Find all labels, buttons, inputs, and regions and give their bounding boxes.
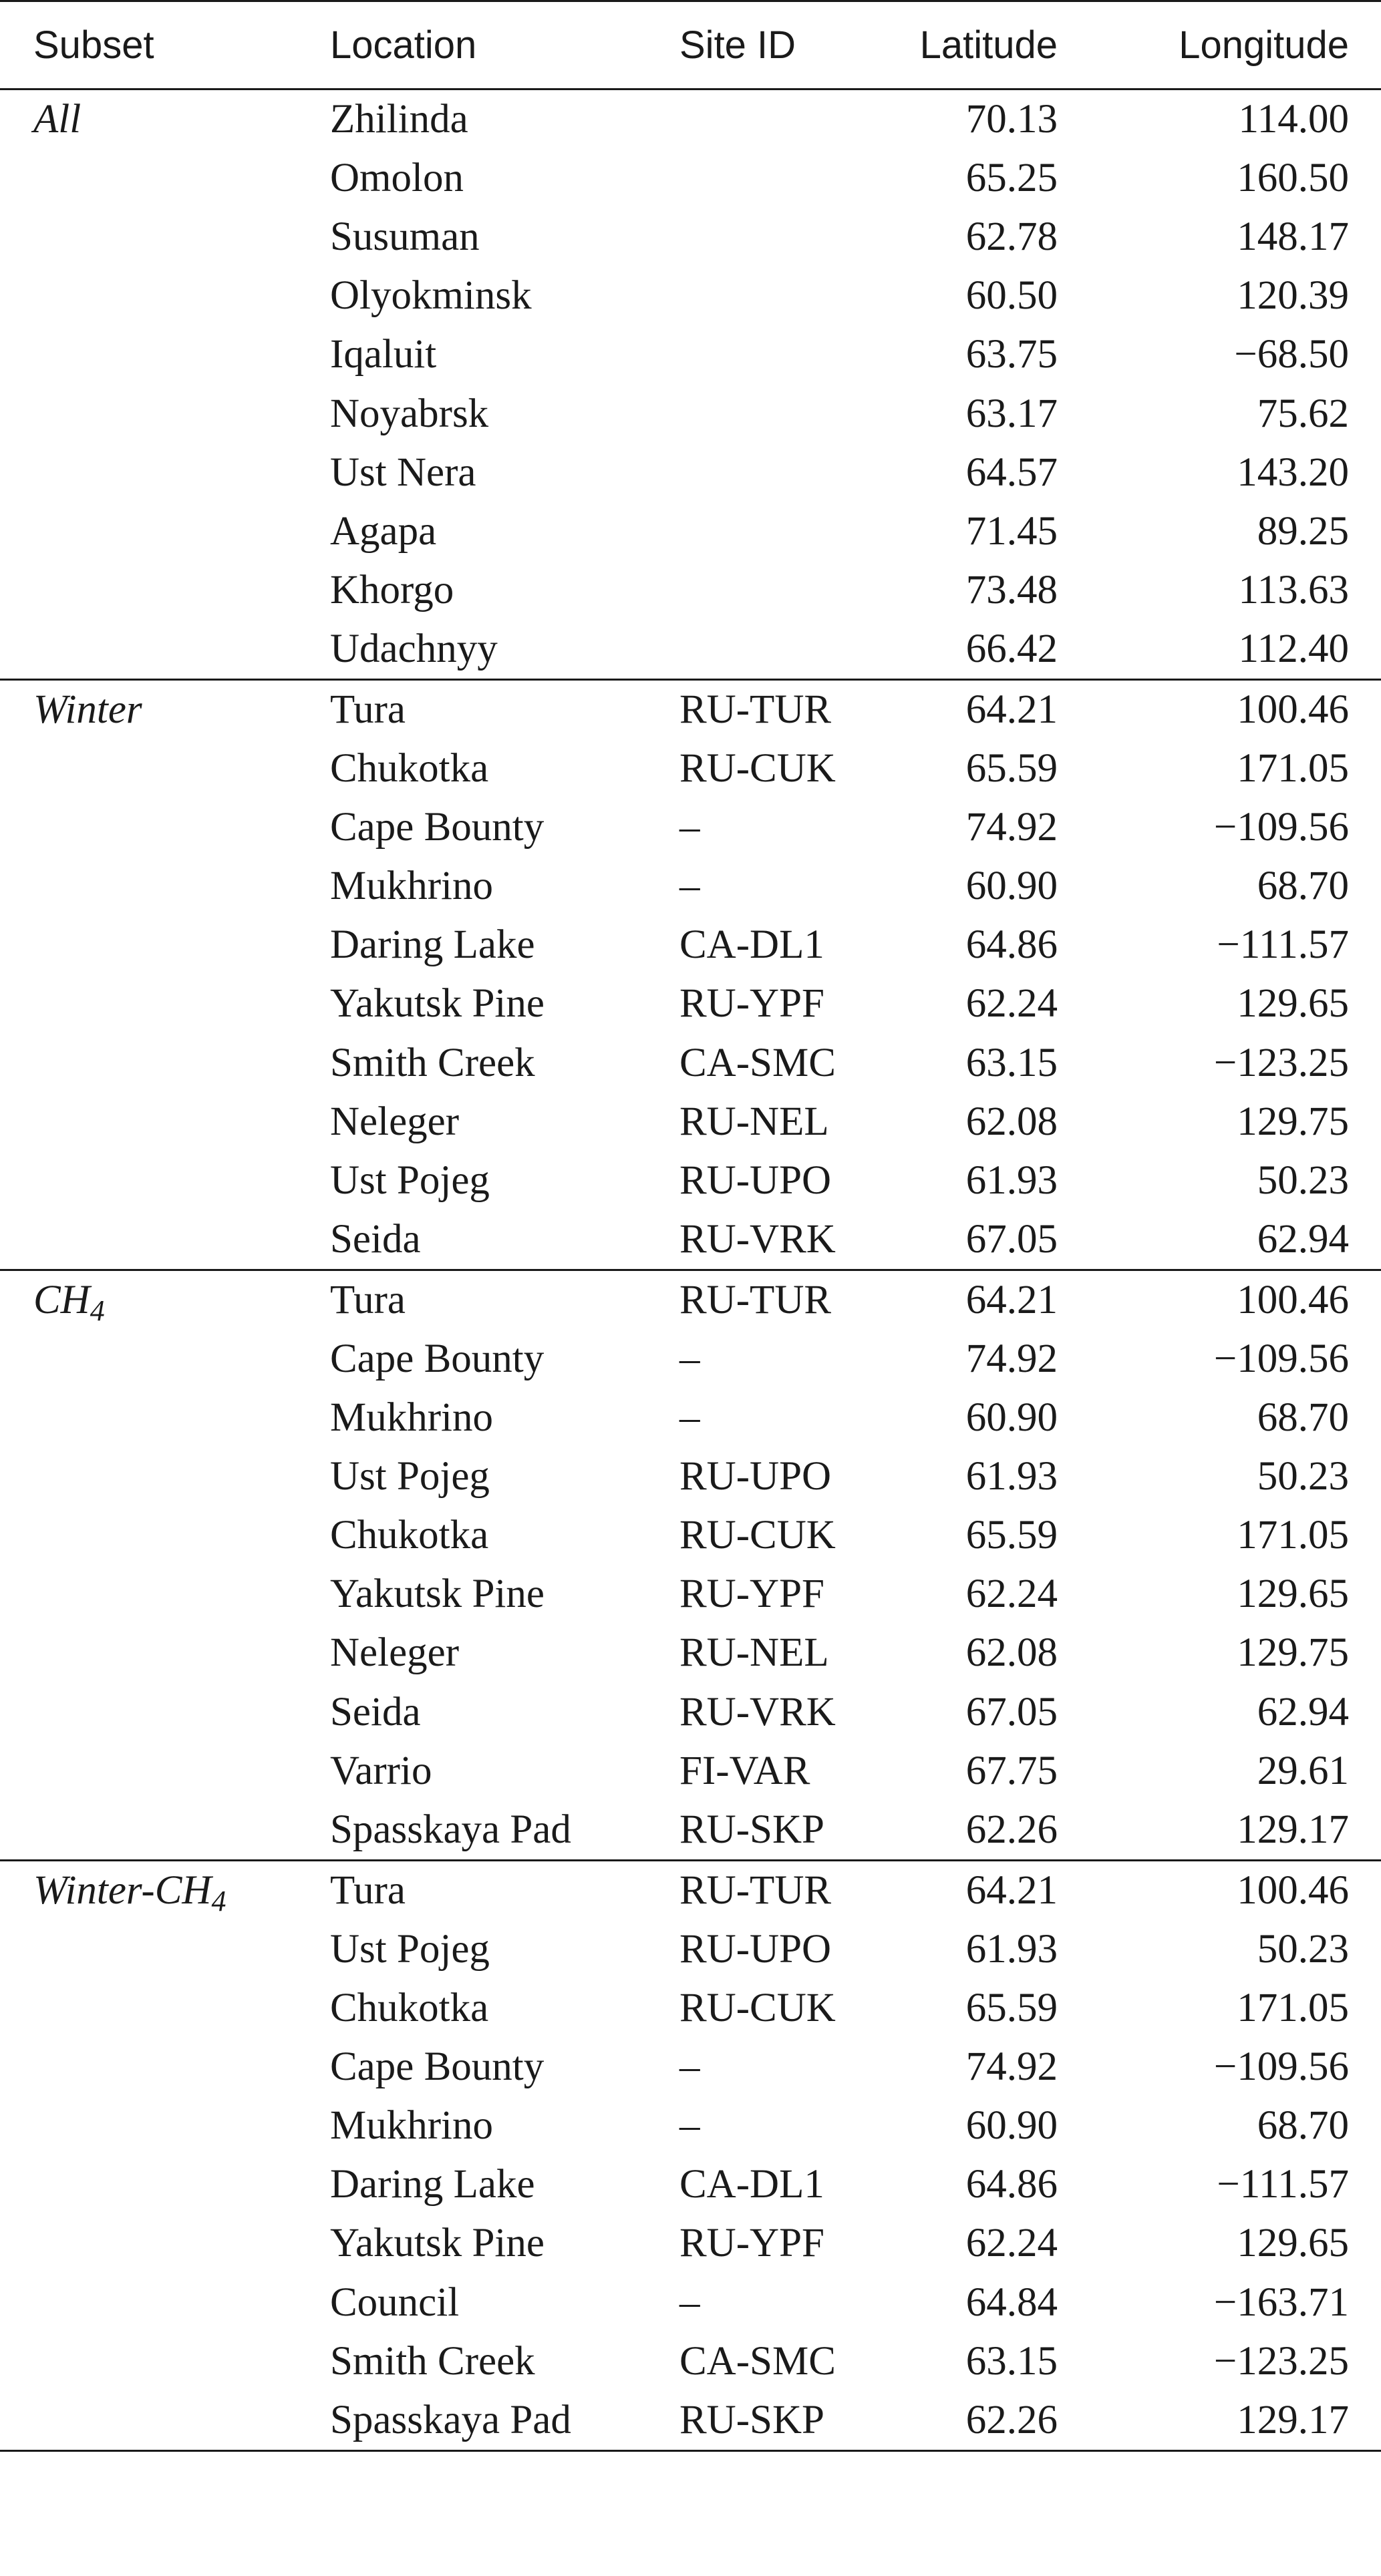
subset-subscript: 4 [90,1294,105,1327]
latitude-cell: 64.21 [965,687,1058,732]
header-location: Location [297,1,646,89]
longitude-cell: 129.75 [1237,1099,1349,1144]
longitude-cell: 50.23 [1257,1926,1349,1972]
subset-cell [0,1389,297,1447]
location-cell: Tura [330,687,406,732]
subset-cell [0,857,297,916]
subset-cell [0,1860,297,1920]
subset-cell [0,443,297,502]
table-row [0,916,1381,974]
latitude-cell: 67.75 [965,1748,1058,1793]
site-id-cell: – [679,805,700,850]
site-id-cell: – [679,1395,700,1441]
subset-cell [0,1683,297,1742]
table-row [0,2038,1381,2096]
subset-cell [0,679,297,739]
site-id-cell: RU-NEL [679,1099,829,1144]
location-cell: Noyabrsk [330,391,489,436]
subset-label: All [33,97,82,142]
site-id-cell: – [679,1336,700,1382]
location-cell: Cape Bounty [330,2044,545,2090]
location-cell: Susuman [330,214,480,260]
location-cell: Yakutsk Pine [330,1572,545,1617]
subset-cell [0,1447,297,1506]
site-id-cell: CA-DL1 [679,2162,824,2207]
site-id-cell: RU-TUR [679,1277,832,1322]
table-row [0,1860,1381,1920]
latitude-cell: 65.59 [965,1513,1058,1558]
subset-cell [0,739,297,798]
longitude-cell: 62.94 [1257,1689,1349,1734]
header-longitude: Longitude [1091,1,1381,89]
latitude-cell: 71.45 [965,508,1058,554]
site-id-cell: – [679,864,700,909]
latitude-cell: 64.84 [965,2279,1058,2325]
table-row [0,2214,1381,2273]
subset-cell [0,2332,297,2391]
subset-cell [0,1920,297,1979]
site-id-cell: RU-UPO [679,1157,832,1203]
site-id-cell: CA-DL1 [679,922,824,968]
table-row [0,1210,1381,1270]
site-id-cell [646,620,862,680]
site-id-cell [646,149,862,208]
table-row [0,2096,1381,2155]
location-cell: Yakutsk Pine [330,981,545,1027]
location-cell: Neleger [330,1630,460,1676]
site-id-cell [646,89,862,150]
site-id-cell: RU-YPF [679,1572,824,1617]
longitude-cell: 129.75 [1237,1630,1349,1676]
site-id-cell [646,266,862,325]
subset-cell [0,1624,297,1682]
latitude-cell: 62.24 [965,1572,1058,1617]
site-id-cell: RU-SKP [646,2391,862,2451]
latitude-cell: 65.59 [965,746,1058,791]
location-cell: Mukhrino [330,864,493,909]
site-id-cell: RU-CUK [679,746,836,791]
latitude-cell: 74.92 [965,805,1058,850]
longitude-cell: 68.70 [1257,864,1349,909]
subset-cell [0,1565,297,1624]
location-cell: Udachnyy [297,620,646,680]
latitude-cell: 63.75 [965,332,1058,377]
table-row [0,149,1381,208]
location-cell: Council [330,2279,460,2325]
table-row [0,2155,1381,2214]
location-cell: Smith Creek [330,1040,535,1085]
latitude-cell: 62.78 [965,214,1058,260]
latitude-cell: 74.92 [965,1336,1058,1382]
table-row [0,1389,1381,1447]
table-row [0,1624,1381,1682]
longitude-cell: −111.57 [1217,2162,1349,2207]
table-row [0,2391,1381,2451]
latitude-cell: 64.21 [965,1867,1058,1913]
site-id-cell: CA-SMC [679,1040,836,1085]
longitude-cell: 160.50 [1237,156,1349,201]
subset-cell [0,502,297,561]
location-cell: Khorgo [330,567,454,612]
longitude-cell: 100.46 [1237,687,1349,732]
location-cell: Varrio [330,1748,432,1793]
header-site-id: Site ID [646,1,862,89]
table-row [0,798,1381,857]
location-cell: Ust Pojeg [330,1926,490,1972]
latitude-cell: 62.26 [862,2391,1091,2451]
site-id-cell: RU-CUK [679,1986,836,2031]
latitude-cell: 65.59 [965,1986,1058,2031]
latitude-cell: 64.57 [965,449,1058,495]
latitude-cell: 62.08 [965,1630,1058,1676]
latitude-cell: 62.24 [965,2221,1058,2266]
subset-cell [0,1210,297,1270]
location-cell: Agapa [330,508,437,554]
subset-cell [0,1151,297,1210]
location-cell: Cape Bounty [330,805,545,850]
longitude-cell: 171.05 [1237,1513,1349,1558]
table-row [0,620,1381,680]
table-row [0,1801,1381,1861]
longitude-cell: −111.57 [1217,922,1349,968]
longitude-cell: 129.17 [1091,1801,1381,1861]
location-cell: Iqaluit [330,332,437,377]
site-id-cell [646,384,862,443]
latitude-cell: 64.21 [965,1277,1058,1322]
subset-cell [0,1742,297,1801]
table-row [0,1920,1381,1979]
longitude-cell: 129.17 [1091,2391,1381,2451]
longitude-cell: 89.25 [1257,508,1349,554]
location-cell: Daring Lake [330,2162,535,2207]
site-id-cell: – [679,2279,700,2325]
longitude-cell: 68.70 [1257,1395,1349,1441]
subset-label: CH [33,1277,90,1322]
table-row [0,266,1381,325]
subset-cell [0,266,297,325]
location-cell: Chukotka [330,1513,489,1558]
location-cell: Ust Pojeg [330,1157,490,1203]
subset-cell [0,916,297,974]
latitude-cell: 70.13 [965,97,1058,142]
latitude-cell: 74.92 [965,2044,1058,2090]
longitude-cell: 143.20 [1237,449,1349,495]
subset-cell [0,2096,297,2155]
site-id-cell: RU-VRK [646,1210,862,1270]
site-id-cell: RU-UPO [679,1454,832,1499]
location-cell: Ust Nera [330,449,476,495]
location-cell: Ust Pojeg [330,1454,490,1499]
longitude-cell: 50.23 [1257,1157,1349,1203]
site-id-cell: RU-NEL [679,1630,829,1676]
subset-cell [0,798,297,857]
table-row [0,1330,1381,1389]
longitude-cell: 114.00 [1238,97,1349,142]
table-row [0,1034,1381,1093]
longitude-cell: 100.46 [1237,1277,1349,1322]
latitude-cell: 60.90 [965,2103,1058,2149]
subset-cell [0,561,297,620]
subset-cell [0,208,297,266]
header-latitude: Latitude [862,1,1091,89]
longitude-cell: 62.94 [1091,1210,1381,1270]
table-row [0,208,1381,266]
latitude-cell: 64.86 [965,922,1058,968]
latitude-cell: 63.17 [965,391,1058,436]
longitude-cell: 171.05 [1237,746,1349,791]
longitude-cell: 68.70 [1257,2103,1349,2149]
location-cell: Spasskaya Pad [297,1801,646,1861]
location-cell: Omolon [330,156,464,201]
site-id-cell: RU-UPO [679,1926,832,1972]
table-row [0,1093,1381,1151]
site-id-cell: RU-SKP [646,1801,862,1861]
longitude-cell: 120.39 [1237,273,1349,319]
site-id-cell [646,208,862,266]
table-row [0,2273,1381,2332]
latitude-cell: 66.42 [862,620,1091,680]
table-row [0,1742,1381,1801]
table-row [0,1447,1381,1506]
latitude-cell: 61.93 [965,1926,1058,1972]
latitude-cell: 62.26 [862,1801,1091,1861]
subset-label: Winter [33,687,142,732]
location-cell: Yakutsk Pine [330,2221,545,2266]
latitude-cell: 61.93 [965,1454,1058,1499]
table-row [0,974,1381,1033]
subset-cell [0,2214,297,2273]
site-id-cell: RU-YPF [679,2221,824,2266]
longitude-cell: −163.71 [1213,2279,1349,2325]
location-cell: Smith Creek [330,2338,535,2384]
location-cell: Olyokminsk [330,273,532,319]
table-row [0,2332,1381,2391]
site-id-cell [646,502,862,561]
latitude-cell: 67.05 [965,1689,1058,1734]
subset-cell [0,2391,297,2451]
subset-cell [0,2273,297,2332]
table-row [0,325,1381,384]
subset-cell [0,2155,297,2214]
table-row [0,1270,1381,1330]
longitude-cell: 100.46 [1237,1867,1349,1913]
subset-cell [0,1801,297,1861]
longitude-cell: −109.56 [1213,2044,1349,2090]
latitude-cell: 73.48 [965,567,1058,612]
location-cell: Tura [330,1277,406,1322]
table-header [0,1,1381,89]
longitude-cell: 50.23 [1257,1454,1349,1499]
table-row [0,561,1381,620]
location-cell: Cape Bounty [330,1336,545,1382]
latitude-cell: 64.86 [965,2162,1058,2207]
table-row [0,739,1381,798]
header-subset: Subset [0,1,297,89]
longitude-cell: −123.25 [1213,1040,1349,1085]
subset-cell [0,1330,297,1389]
longitude-cell: −109.56 [1213,1336,1349,1382]
latitude-cell: 60.50 [965,273,1058,319]
location-cell: Mukhrino [330,1395,493,1441]
table-row [0,1151,1381,1210]
location-cell: Chukotka [330,1986,489,2031]
longitude-cell: −109.56 [1213,805,1349,850]
subset-cell [0,620,297,680]
latitude-cell: 62.08 [965,1099,1058,1144]
longitude-cell: 29.61 [1257,1748,1349,1793]
longitude-cell: −68.50 [1234,332,1349,377]
latitude-cell: 61.93 [965,1157,1058,1203]
site-id-cell: RU-TUR [679,687,832,732]
longitude-cell: 129.65 [1237,2221,1349,2266]
subset-cell [0,974,297,1033]
location-cell: Seida [330,1689,421,1734]
latitude-cell: 60.90 [965,1395,1058,1441]
site-id-cell: RU-VRK [679,1689,836,1734]
site-id-cell: RU-CUK [679,1513,836,1558]
location-cell: Seida [297,1210,646,1270]
longitude-cell: 129.65 [1237,1572,1349,1617]
longitude-cell: 148.17 [1237,214,1349,260]
latitude-cell: 62.24 [965,981,1058,1027]
subset-cell [0,89,297,150]
location-cell: Chukotka [330,746,489,791]
longitude-cell: 75.62 [1257,391,1349,436]
latitude-cell: 60.90 [965,864,1058,909]
subset-cell [0,1270,297,1330]
table-row [0,1506,1381,1565]
subset-cell [0,1979,297,2038]
site-id-cell [646,561,862,620]
table-row [0,89,1381,150]
subset-cell [0,1506,297,1565]
site-id-cell: – [679,2103,700,2149]
location-cell: Daring Lake [330,922,535,968]
location-cell: Zhilinda [330,97,468,142]
table-row [0,443,1381,502]
subset-cell [0,149,297,208]
location-cell: Neleger [330,1099,460,1144]
site-id-cell: FI-VAR [679,1748,810,1793]
site-id-cell: CA-SMC [679,2338,836,2384]
table-row [0,1683,1381,1742]
table-row [0,1979,1381,2038]
site-id-cell [646,443,862,502]
subset-cell [0,1093,297,1151]
longitude-cell: 113.63 [1238,567,1349,612]
table-row [0,1565,1381,1624]
table-row [0,679,1381,739]
site-id-cell: RU-TUR [679,1867,832,1913]
longitude-cell: 112.40 [1091,620,1381,680]
latitude-cell: 67.05 [862,1210,1091,1270]
subset-cell [0,384,297,443]
site-id-cell: – [679,2044,700,2090]
subset-subscript: 4 [211,1884,226,1917]
subset-cell [0,2038,297,2096]
subset-cell [0,1034,297,1093]
header-row [0,1,1381,89]
longitude-cell: −123.25 [1213,2338,1349,2384]
table-row [0,502,1381,561]
latitude-cell: 63.15 [965,2338,1058,2384]
table-body [0,89,1381,2451]
longitude-cell: 129.65 [1237,981,1349,1027]
latitude-cell: 63.15 [965,1040,1058,1085]
location-cell: Spasskaya Pad [297,2391,646,2451]
latitude-cell: 65.25 [965,156,1058,201]
longitude-cell: 171.05 [1237,1986,1349,2031]
site-id-cell: RU-YPF [679,981,824,1027]
location-cell: Mukhrino [330,2103,493,2149]
table-row [0,857,1381,916]
subset-cell [0,325,297,384]
site-id-cell [646,325,862,384]
location-cell: Tura [330,1867,406,1913]
subset-label: Winter-CH [33,1867,212,1913]
table-row [0,384,1381,443]
